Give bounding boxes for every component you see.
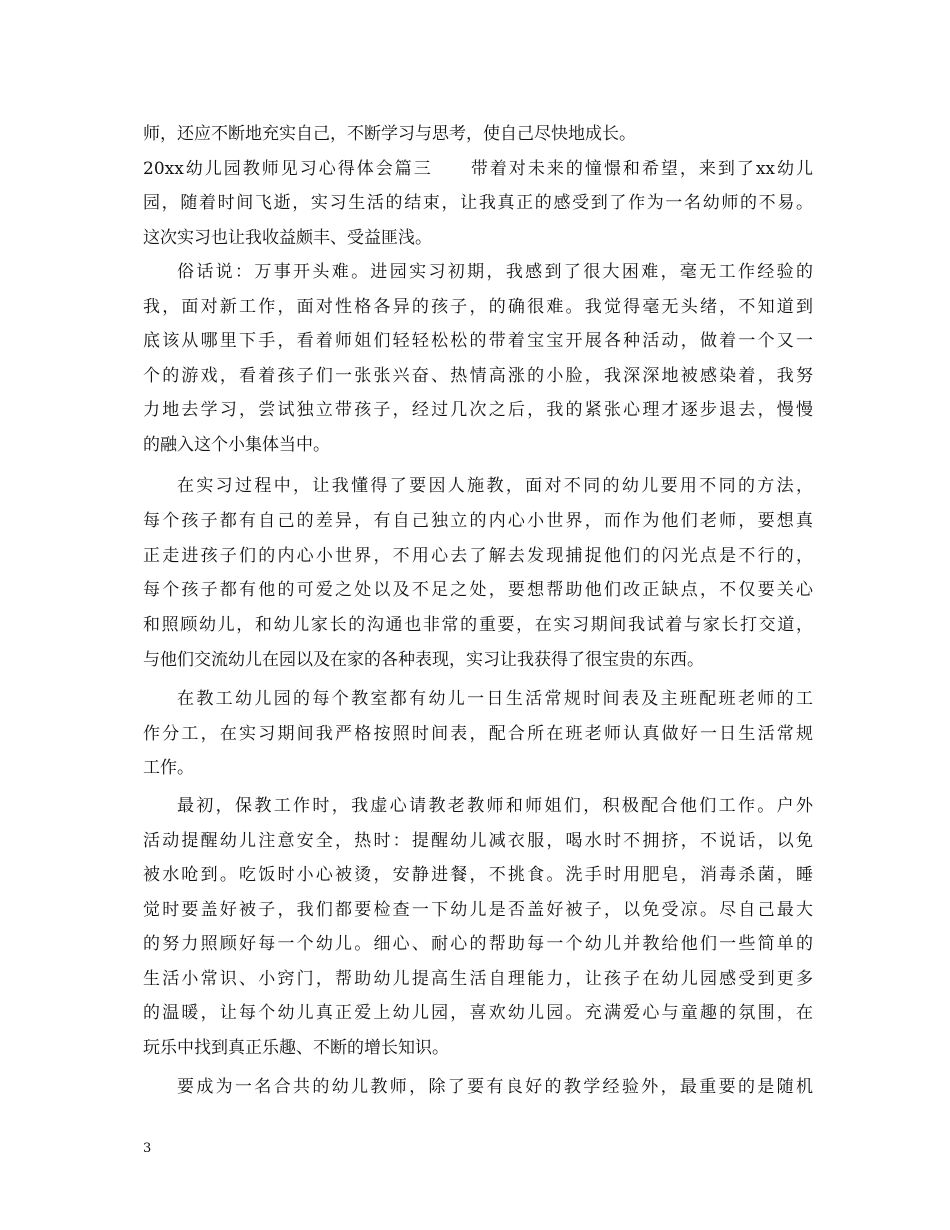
text-line: 生活小常识、小窍门，帮助幼儿提高生活自理能力，让孩子在幼儿园感受到更多 <box>143 969 813 989</box>
text-line: 的努力照顾好每一个幼儿。细心、耐心的帮助每一个幼儿并教给他们一些简单的 <box>143 934 813 954</box>
text-line: 在教工幼儿园的每个教室都有幼儿一日生活常规时间表及主班配班老师的工 <box>177 689 813 709</box>
text-line: 活动提醒幼儿注意安全，热时：提醒幼儿减衣服，喝水时不拥挤，不说话，以免 <box>143 831 813 851</box>
text-line: 底该从哪里下手，看着师姐们轻轻松松的带着宝宝开展各种活动，做着一个又一 <box>143 331 813 351</box>
text-line: 园，随着时间飞逝，实习生活的结束，让我真正的感受到了作为一名幼师的不易。 <box>143 193 813 213</box>
text-line: 的温暖，让每个幼儿真正爱上幼儿园，喜欢幼儿园。充满爱心与童趣的氛围，在 <box>143 1003 813 1023</box>
text-line: 在实习过程中，让我懂得了要因人施教，面对不同的幼儿要用不同的方法， <box>177 476 813 496</box>
text-line: 这次实习也让我收益颇丰、受益匪浅。 <box>143 228 432 248</box>
page-number: 3 <box>143 1141 152 1156</box>
text-line: 玩乐中找到真正乐趣、不断的增长知识。 <box>143 1038 449 1058</box>
text-line: 要成为一名合共的幼儿教师，除了要有良好的教学经验外，最重要的是随机 <box>177 1077 813 1097</box>
text-line: 被水呛到。吃饭时小心被烫，安静进餐，不挑食。洗手时用肥皂，消毒杀菌，睡 <box>143 865 813 885</box>
text-line: 工作。 <box>143 758 194 778</box>
text-line: 的融入这个小集体当中。 <box>143 435 330 455</box>
text-line: 个的游戏，看着孩子们一张张兴奋、热情高涨的小脸，我深深地被感染着，我努 <box>143 366 813 386</box>
text-line: 我，面对新工作，面对性格各异的孩子，的确很难。我觉得毫无头绪，不知道到 <box>143 297 813 317</box>
text-line: 觉时要盖好被子，我们都要检查一下幼儿是否盖好被子，以免受凉。尽自己最大 <box>143 900 813 920</box>
text-line: 最初，保教工作时，我虚心请教老教师和师姐们，积极配合他们工作。户外 <box>177 796 813 816</box>
text-line: 作分工，在实习期间我严格按照时间表，配合所在班老师认真做好一日生活常规 <box>143 724 813 744</box>
text-line: 师，还应不断地充实自己，不断学习与思考，使自己尽快地成长。 <box>143 124 636 144</box>
text-line: 与他们交流幼儿在园以及在家的各种表现，实习让我获得了很宝贵的东西。 <box>143 650 704 670</box>
text-line: 正走进孩子们的内心小世界，不用心去了解去发现捕捉他们的闪光点是不行的， <box>143 546 813 566</box>
text-line: 俗话说：万事开头难。进园实习初期，我感到了很大困难，毫无工作经验的 <box>177 262 813 282</box>
text-line: 每个孩子都有自己的差异，有自己独立的内心小世界，而作为他们老师，要想真 <box>143 511 813 531</box>
text-line: 力地去学习，尝试独立带孩子，经过几次之后，我的紧张心理才逐步退去，慢慢 <box>143 400 813 420</box>
text-line: 和照顾幼儿，和幼儿家长的沟通也非常的重要，在实习期间我试着与家长打交道， <box>143 615 813 635</box>
text-line: 20xx幼儿园教师见习心得体会篇三 带着对未来的憧憬和希望，来到了xx幼儿 <box>143 159 813 179</box>
text-line: 每个孩子都有他的可爱之处以及不足之处，要想帮助他们改正缺点，不仅要关心 <box>143 580 813 600</box>
